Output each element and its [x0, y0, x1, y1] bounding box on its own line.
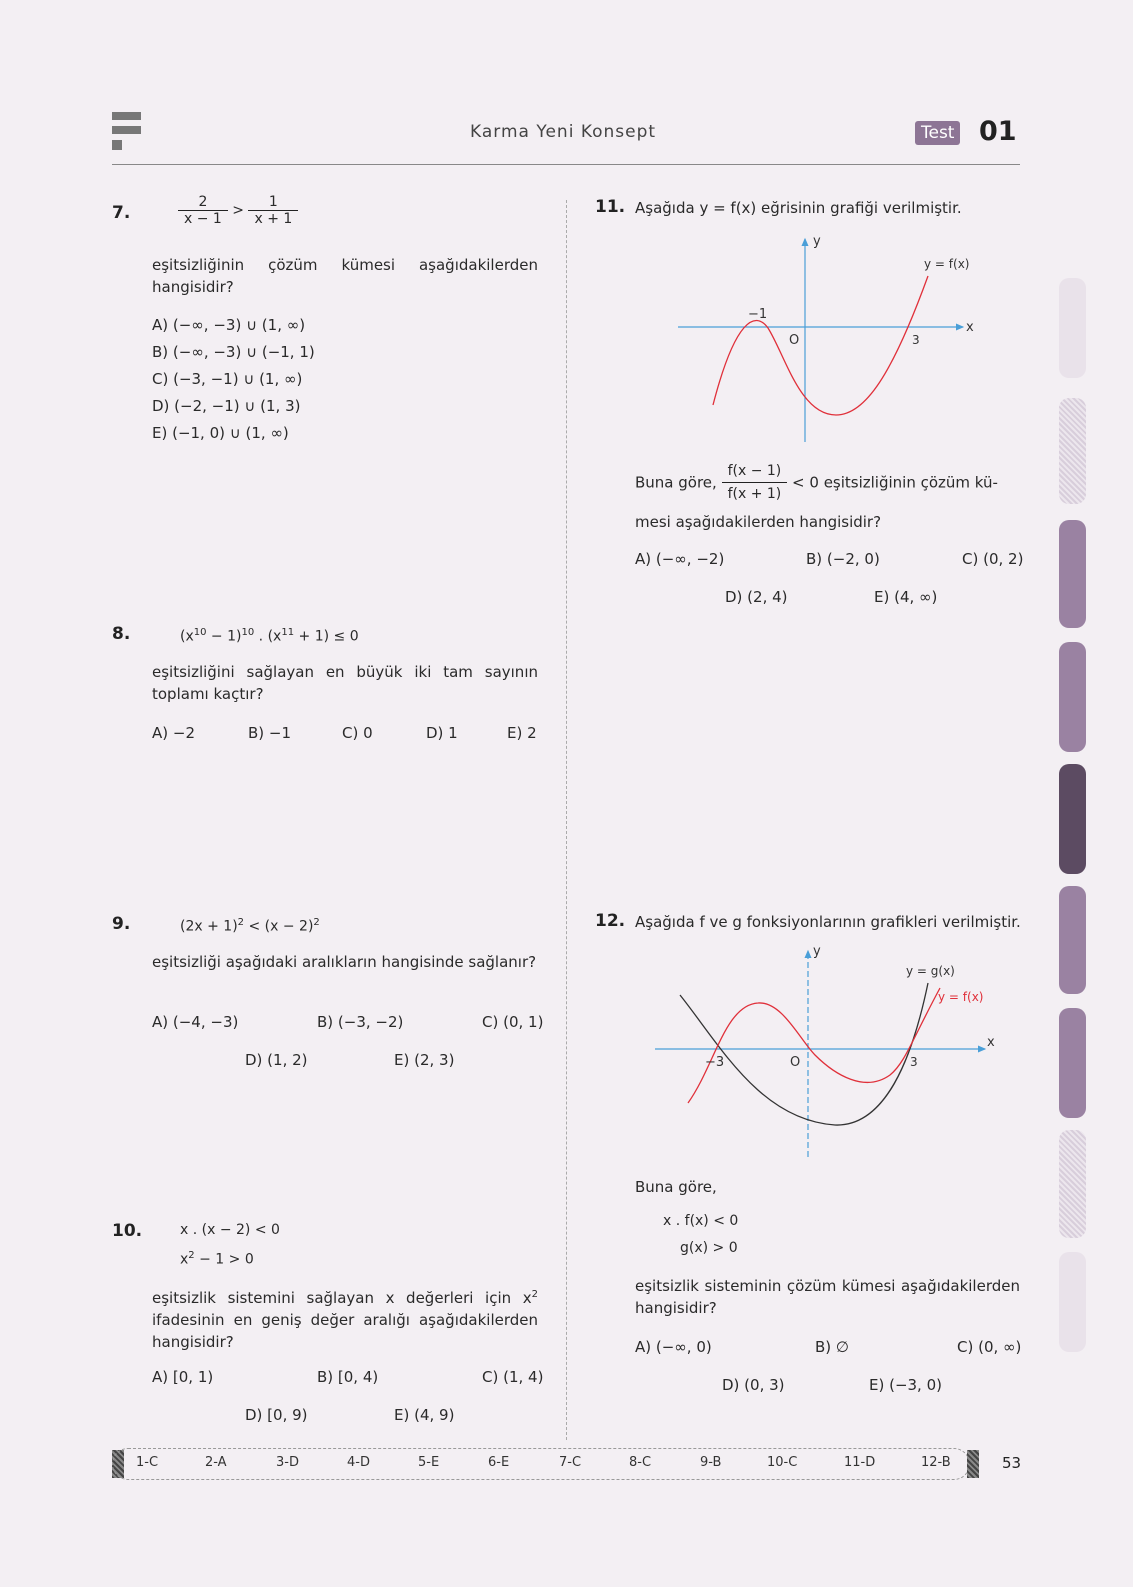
option-e[interactable]: E) (2, 3): [394, 1051, 455, 1069]
side-tab[interactable]: [1059, 1130, 1086, 1238]
header-title: Karma Yeni Konsept: [470, 122, 657, 142]
answer-7: 7-C: [559, 1455, 582, 1470]
option-d[interactable]: D) (1, 2): [245, 1051, 308, 1069]
option-c[interactable]: C) (1, 4): [482, 1368, 544, 1386]
option-d[interactable]: D) 1: [426, 724, 458, 742]
answer-key: [112, 1448, 970, 1480]
answer-9: 9-B: [700, 1455, 722, 1470]
answer-6: 6-E: [488, 1455, 510, 1470]
question-text: eşitsizlik sisteminin çözüm kümesi aşağıdakilerden hangisidir?: [635, 1277, 1020, 1317]
answer-11: 11-D: [844, 1455, 876, 1470]
option-b[interactable]: B) ∅: [815, 1338, 849, 1356]
system-line-2: g(x) > 0: [680, 1240, 738, 1256]
origin-label: O: [789, 333, 800, 348]
f-curve: [713, 276, 928, 415]
fraction: $\frac{2}{x - 1}$: [178, 194, 228, 227]
option-a[interactable]: A) (−∞, 0): [635, 1338, 712, 1356]
system-line-2: $x^2 - 1 > 0$: [180, 1250, 254, 1268]
option-a[interactable]: A) (−∞, −3) ∪ (1, ∞): [152, 316, 306, 334]
inequality: $(x^{10} - 1)^{10}$ . $(x^{11} + 1) \le 0$: [180, 627, 359, 645]
question-text: eşitsizlik sistemini sağlayan x değerleri için $x^2$ ifadesinin en geniş değer aralığı aşağıdakilerden hangisidir?: [152, 1289, 538, 1351]
question-number: 7.: [112, 203, 131, 223]
fraction: $\frac{1}{x + 1}$: [248, 194, 298, 227]
option-b[interactable]: B) (−3, −2): [317, 1013, 404, 1031]
f-label: y = f(x): [938, 990, 984, 1004]
tick-minus-3: −3: [705, 1055, 725, 1070]
option-c[interactable]: C) (0, 1): [482, 1013, 544, 1031]
side-tab[interactable]: [1059, 764, 1086, 874]
answer-12: 12-B: [921, 1455, 951, 1470]
side-tab[interactable]: [1059, 398, 1086, 504]
tick-3: 3: [910, 1055, 918, 1069]
option-b[interactable]: B) [0, 4): [317, 1368, 379, 1386]
question-number: 8.: [112, 624, 131, 644]
x-label: x: [966, 320, 974, 335]
inequality: $\frac{2}{x - 1}$ > $\frac{1}{x + 1}$: [178, 194, 298, 227]
question-text: eşitsizliğinin çözüm kümesi aşağıdakilerden hangisidir?: [152, 256, 538, 296]
x-label: x: [987, 1035, 995, 1050]
option-a[interactable]: A) [0, 1): [152, 1368, 214, 1386]
option-d[interactable]: D) (−2, −1) ∪ (1, 3): [152, 397, 301, 415]
option-c[interactable]: C) (−3, −1) ∪ (1, ∞): [152, 370, 303, 388]
question-lead: Buna göre,: [635, 1178, 717, 1196]
y-label: y: [813, 945, 821, 959]
option-e[interactable]: E) (−3, 0): [869, 1376, 942, 1394]
tick-minus-1: −1: [748, 307, 768, 322]
answer-bar-right-cap: [967, 1450, 979, 1478]
fraction: $\frac{f(x - 1)}{f(x + 1)}$: [722, 460, 788, 505]
answer-5: 5-E: [418, 1455, 440, 1470]
side-tab[interactable]: [1059, 278, 1086, 378]
option-d[interactable]: D) (2, 4): [725, 588, 788, 606]
option-d[interactable]: D) (0, 3): [722, 1376, 785, 1394]
answer-10: 10-C: [767, 1455, 798, 1470]
question-intro: Aşağıda y = f(x) eğrisinin grafiği verilmiştir.: [635, 199, 962, 217]
option-b[interactable]: B) −1: [248, 724, 292, 742]
option-a[interactable]: A) (−∞, −2): [635, 550, 725, 568]
system-line-1: x . (x − 2) < 0: [180, 1222, 280, 1238]
option-b[interactable]: B) (−2, 0): [806, 550, 880, 568]
side-tab[interactable]: [1059, 520, 1086, 628]
f-graph: [660, 230, 990, 445]
option-c[interactable]: C) (0, 2): [962, 550, 1024, 568]
curve-label: y = f(x): [924, 257, 970, 271]
question-text: eşitsizliği aşağıdaki aralıkların hangisinde sağlanır?: [152, 953, 537, 971]
side-tab[interactable]: [1059, 642, 1086, 752]
side-tab[interactable]: [1059, 1252, 1086, 1352]
header-divider: [112, 164, 1020, 165]
tick-3: 3: [912, 333, 920, 347]
test-badge: Test: [915, 121, 960, 145]
f-curve: [688, 988, 940, 1103]
side-tab[interactable]: [1059, 1008, 1086, 1118]
inequality: $(2x + 1)^2 < (x - 2)^2$: [180, 917, 320, 935]
side-tab[interactable]: [1059, 886, 1086, 994]
option-e[interactable]: E) (4, ∞): [874, 588, 938, 606]
publisher-logo: [112, 112, 142, 154]
answer-1: 1-C: [136, 1455, 159, 1470]
answer-2: 2-A: [205, 1455, 227, 1470]
answer-4: 4-D: [347, 1455, 370, 1470]
column-divider: [566, 200, 567, 1440]
option-e[interactable]: E) (4, 9): [394, 1406, 455, 1424]
origin-label: O: [790, 1055, 801, 1070]
y-label: y: [813, 234, 821, 249]
question-text-2: mesi aşağıdakilerden hangisidir?: [635, 513, 882, 531]
page-number: 53: [1002, 1454, 1022, 1472]
question-intro: Aşağıda f ve g fonksiyonlarının grafikleri verilmiştir.: [635, 913, 1021, 931]
system-line-1: x . f(x) < 0: [663, 1213, 739, 1229]
option-a[interactable]: A) −2: [152, 724, 195, 742]
question-text: eşitsizliğini sağlayan en büyük iki tam sayının toplamı kaçtır?: [152, 663, 538, 703]
option-d[interactable]: D) [0, 9): [245, 1406, 308, 1424]
fg-graph: [650, 945, 1005, 1160]
option-c[interactable]: C) 0: [342, 724, 373, 742]
question-number: 10.: [112, 1221, 143, 1241]
answer-3: 3-D: [276, 1455, 299, 1470]
option-c[interactable]: C) (0, ∞): [957, 1338, 1022, 1356]
option-a[interactable]: A) (−4, −3): [152, 1013, 239, 1031]
answer-8: 8-C: [629, 1455, 652, 1470]
option-e[interactable]: E) 2: [507, 724, 537, 742]
question-number: 12.: [595, 911, 626, 931]
question-text: Buna göre, $\frac{f(x - 1)}{f(x + 1)}$ < 0 eşitsizliğinin çözüm kü-: [635, 460, 1020, 505]
test-number: 01: [979, 116, 1017, 147]
question-number: 11.: [595, 197, 626, 217]
option-b[interactable]: B) (−∞, −3) ∪ (−1, 1): [152, 343, 315, 361]
question-number: 9.: [112, 914, 131, 934]
g-label: y = g(x): [906, 964, 955, 978]
option-e[interactable]: E) (−1, 0) ∪ (1, ∞): [152, 424, 289, 442]
